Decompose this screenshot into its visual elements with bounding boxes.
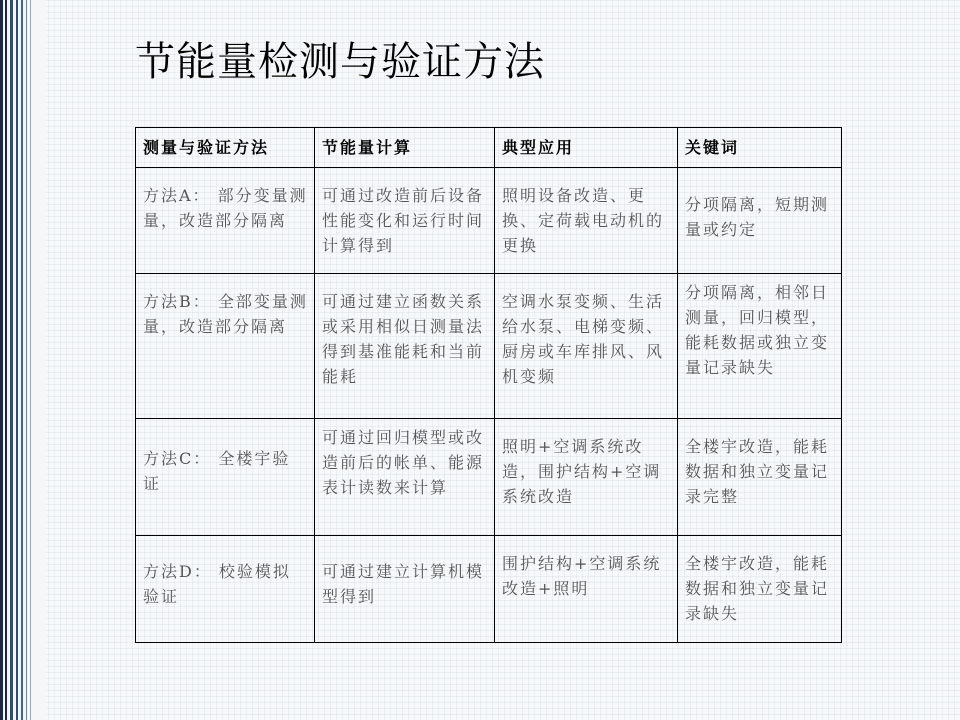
keywords-cell: 分项隔离，相邻日测量，回归模型，能耗数据或独立变量记录缺失: [678, 274, 842, 419]
keywords-cell: 分项隔离，短期测量或约定: [678, 168, 842, 274]
keywords-cell: 全楼宇改造，能耗数据和独立变量记录缺失: [678, 536, 842, 643]
header-method: 测量与验证方法: [136, 128, 315, 168]
table-row: [136, 274, 842, 419]
decorative-stripes: [0, 0, 46, 720]
calculation-cell: 可通过建立函数关系或采用相似日测量法得到基准能耗和当前能耗: [315, 274, 495, 419]
table-row: [136, 168, 842, 274]
stripe: [21, 0, 23, 720]
method-cell: 方法C： 全楼宇验证: [136, 419, 315, 536]
calculation-cell: 可通过建立计算机模型得到: [315, 536, 495, 643]
slide-title: 节能量检测与验证方法: [135, 39, 545, 85]
header-keywords: 关键词: [678, 128, 842, 168]
application-cell: 照明设备改造、更换、定荷载电动机的更换: [495, 168, 678, 274]
methods-table: [135, 127, 842, 643]
header-typical-application: 典型应用: [495, 128, 678, 168]
keywords-cell: 全楼宇改造，能耗数据和独立变量记录完整: [678, 419, 842, 536]
method-cell: 方法D： 校验模拟验证: [136, 536, 315, 643]
stripe: [10, 0, 13, 720]
method-cell: 方法B： 全部变量测量，改造部分隔离: [136, 274, 315, 419]
method-cell: 方法A： 部分变量测量，改造部分隔离: [136, 168, 315, 274]
table-row: [136, 536, 842, 643]
application-cell: 照明+空调系统改造，围护结构+空调系统改造: [495, 419, 678, 536]
table-row: [136, 419, 842, 536]
stripe: [26, 0, 27, 720]
application-cell: 围护结构+空调系统改造+照明: [495, 536, 678, 643]
stripe: [30, 0, 31, 720]
stripe: [16, 0, 18, 720]
application-cell: 空调水泵变频、生活给水泵、电梯变频、厨房或车库排风、风机变频: [495, 274, 678, 419]
calculation-cell: 可通过回归模型或改造前后的帐单、能源表计读数来计算: [315, 419, 495, 536]
calculation-cell: 可通过改造前后设备性能变化和运行时间计算得到: [315, 168, 495, 274]
stripe: [0, 0, 3, 720]
header-savings-calculation: 节能量计算: [315, 128, 495, 168]
table-header-row: [136, 128, 842, 168]
stripe: [5, 0, 7, 720]
